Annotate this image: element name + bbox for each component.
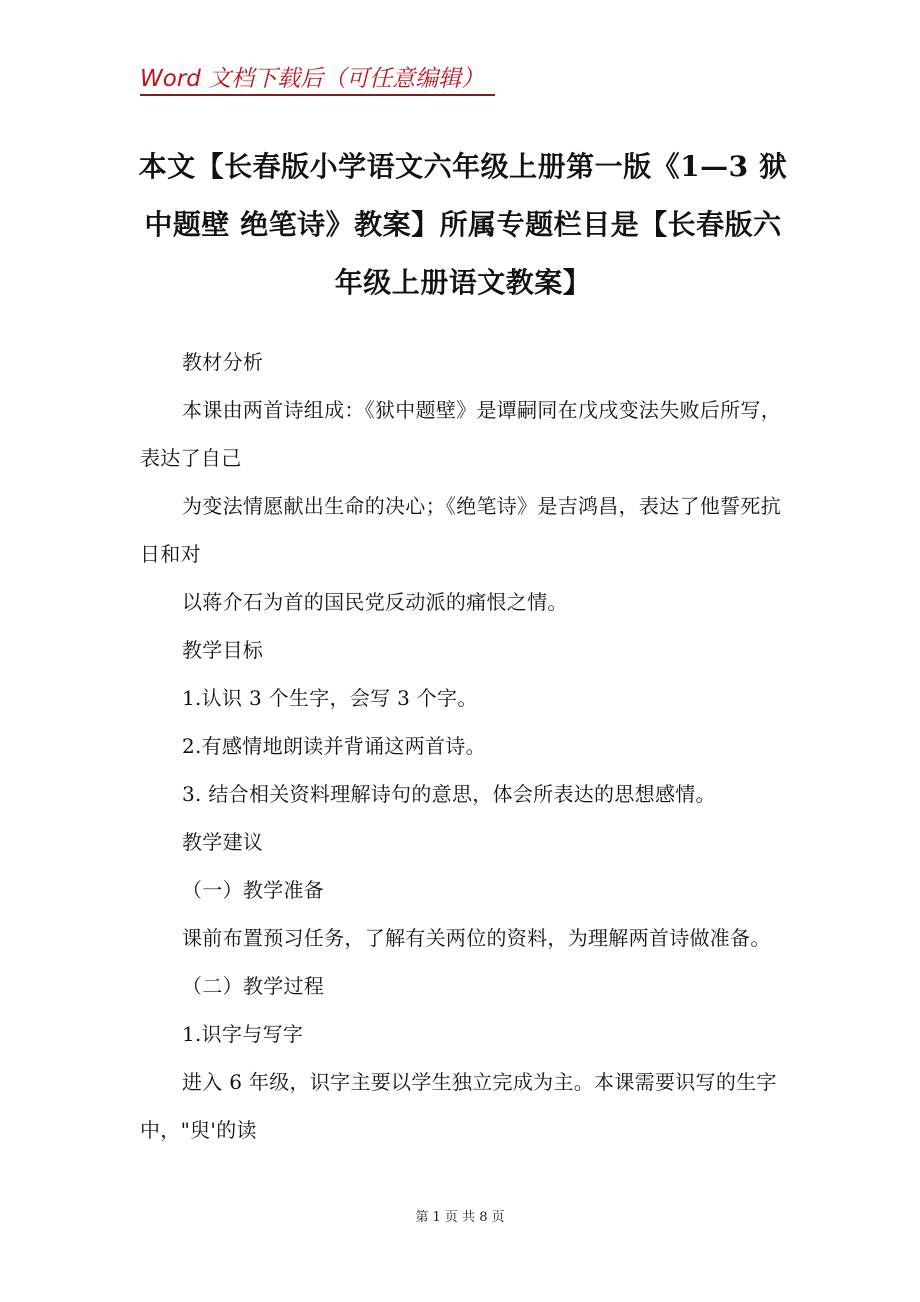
paragraph: 以蒋介石为首的国民党反动派的痛恨之情。 — [182, 590, 568, 614]
paragraph: 进入 6 年级，识字主要以学生独立完成为主。本课需要识写的生字中，"臾'的读 — [140, 1070, 777, 1142]
paragraph: 教学建议 — [182, 830, 264, 854]
paragraph: 3. 结合相关资料理解诗句的意思，体会所表达的思想感情。 — [182, 782, 716, 806]
paragraph: 1.认识 3 个生字，会写 3 个字。 — [182, 686, 478, 710]
document-title: 本文【长春版小学语文六年级上册第一版《1—3 狱中题壁 绝笔诗》教案】所属专题栏目是【长春版六年级上册语文教案】 — [138, 150, 788, 299]
paragraph: 1.识字与写字 — [182, 1022, 304, 1046]
paragraph: 2.有感情地朗读并背诵这两首诗。 — [182, 734, 486, 758]
paragraph: 为变法情愿献出生命的决心；《绝笔诗》是吉鸿昌，表达了他誓死抗日和对 — [140, 494, 781, 566]
paragraph: （二）教学过程 — [182, 974, 325, 998]
page-footer: 第 1 页 共 8 页 — [415, 1210, 505, 1225]
paragraph: 课前布置预习任务，了解有关两位的资料，为理解两首诗做准备。 — [182, 926, 771, 950]
paragraph: 教材分析 — [182, 350, 264, 374]
paragraph: （一）教学准备 — [182, 878, 325, 902]
paragraph: 本课由两首诗组成：《狱中题壁》是谭嗣同在戊戌变法失败后所写，表达了自己 — [140, 398, 781, 470]
document-header — [140, 64, 495, 96]
paragraph: 教学目标 — [182, 638, 264, 662]
header-text: Word 文档下载后（可任意编辑） — [140, 66, 485, 92]
document-body — [140, 338, 790, 1154]
